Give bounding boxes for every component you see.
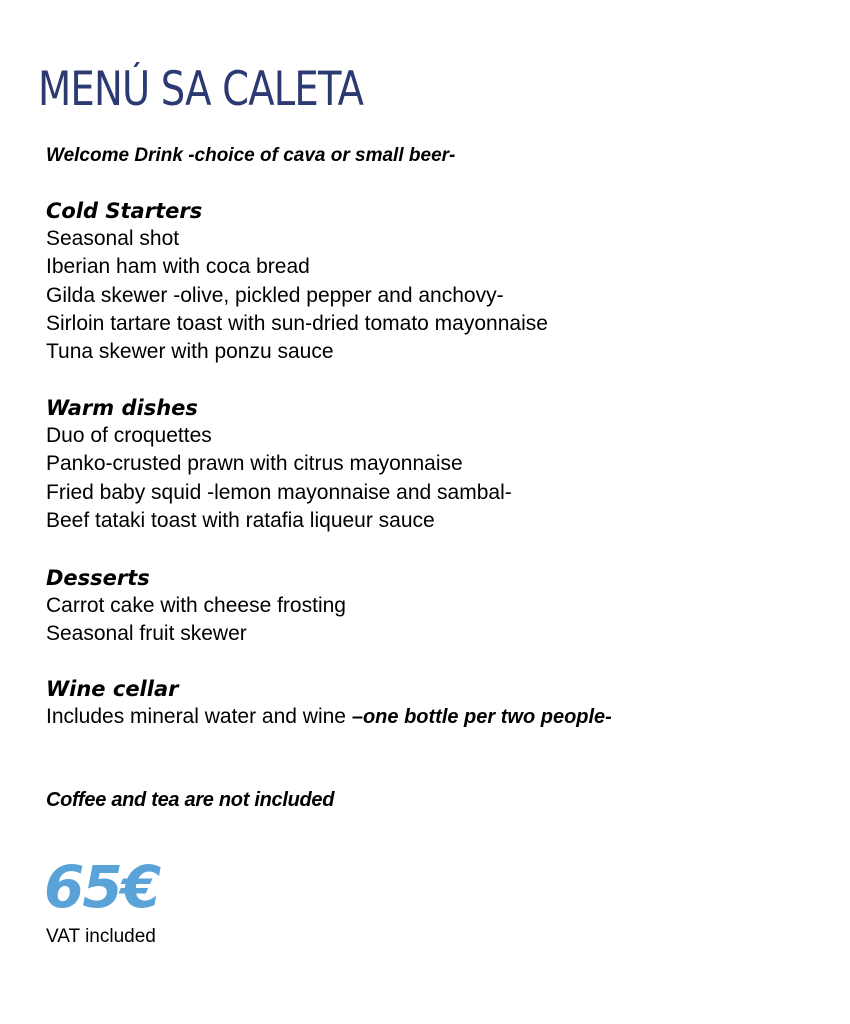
section-desserts xyxy=(46,564,346,649)
price: 65€ xyxy=(44,853,160,921)
menu-item: Gilda skewer -olive, pickled pepper and anchovy- xyxy=(46,283,504,307)
menu-item: Iberian ham with coca bread xyxy=(46,255,310,279)
menu-item: Seasonal fruit skewer xyxy=(46,622,247,646)
welcome-drink: Welcome Drink -choice of cava or small beer- xyxy=(46,145,456,166)
section-cold-starters xyxy=(46,197,548,366)
wine-text: Includes mineral water and wine xyxy=(46,705,352,728)
wine-description xyxy=(46,703,612,731)
menu-item: Beef tataki toast with ratafia liqueur sauce xyxy=(46,508,435,532)
menu-item: Seasonal shot xyxy=(46,227,180,250)
menu-item: Panko-crusted prawn with citrus mayonnaise xyxy=(46,452,463,476)
menu-title: MENÚ SA CALETA xyxy=(38,62,364,117)
coffee-note: Coffee and tea are not included xyxy=(46,789,335,811)
section-heading: Desserts xyxy=(46,566,150,590)
vat-note: VAT included xyxy=(46,926,156,947)
section-heading: Warm dishes xyxy=(46,396,198,420)
menu-item: Tuna skewer with ponzu sauce xyxy=(46,340,334,364)
section-heading: Wine cellar xyxy=(46,677,179,701)
menu-item: Duo of croquettes xyxy=(46,424,212,447)
menu-item: Sirloin tartare toast with sun-dried tomato mayonnaise xyxy=(46,311,548,335)
wine-emphasis: –one bottle per two people- xyxy=(351,706,612,728)
menu-item: Fried baby squid -lemon mayonnaise and sambal- xyxy=(46,480,512,504)
section-heading: Cold Starters xyxy=(46,199,203,223)
section-warm-dishes xyxy=(46,394,512,535)
section-wine-cellar xyxy=(46,675,612,731)
menu-item: Carrot cake with cheese frosting xyxy=(46,594,346,617)
